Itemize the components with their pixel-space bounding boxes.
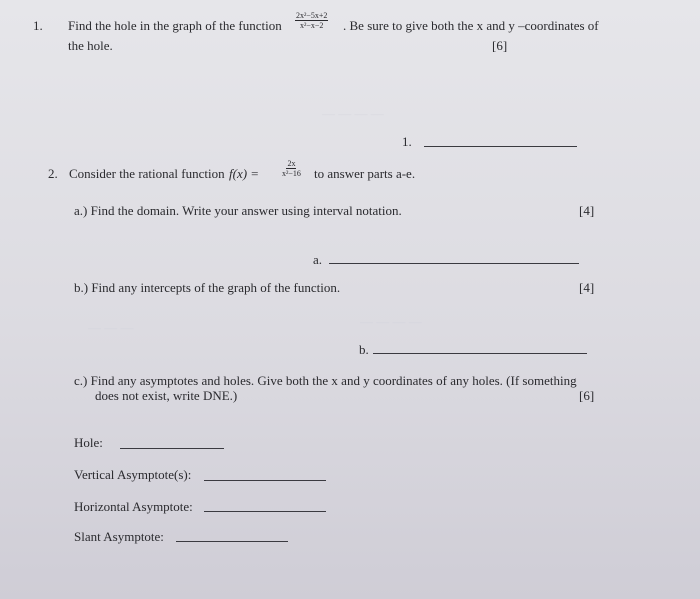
q2b-prompt: b.) Find any intercepts of the graph of the function.	[74, 280, 341, 295]
q2c-points: [6]	[579, 388, 595, 403]
q1-line2: the hole.	[68, 38, 113, 53]
q2-number: 2.	[48, 166, 58, 181]
q1-fraction-denominator: x²−x−2	[300, 21, 324, 30]
q2-prefix: Consider the rational function	[69, 166, 225, 181]
faded-bleed-through: — — — —	[360, 314, 422, 329]
q2-fraction-denominator: x²−16	[282, 169, 301, 178]
q1-answer-blank[interactable]	[424, 146, 577, 147]
q1-fraction	[295, 11, 328, 30]
q1-fraction-numerator: 2x²−5x+2	[296, 11, 328, 20]
q1-answer-label: 1.	[402, 134, 412, 149]
q2a-answer-blank[interactable]	[329, 263, 579, 264]
vertical-asymptote-answer-blank[interactable]	[204, 480, 326, 481]
q2c-prompt-line2: does not exist, write DNE.)	[95, 388, 238, 403]
q2-function-name: f(x) =	[229, 166, 260, 181]
q2-fraction	[281, 159, 302, 178]
slant-asymptote-label: Slant Asymptote:	[74, 529, 164, 544]
q2a-prompt: a.) Find the domain. Write your answer using interval notation.	[74, 203, 402, 218]
q1-number: 1.	[33, 18, 43, 33]
q2c-prompt-line1: c.) Find any asymptotes and holes. Give both the x and y coordinates of any holes. (If something	[74, 373, 577, 388]
q1-points: [6]	[492, 38, 508, 53]
faded-bleed-through: — — —	[88, 320, 134, 335]
horizontal-asymptote-label: Horizontal Asymptote:	[74, 499, 193, 514]
q2-fraction-numerator: 2x	[287, 159, 296, 168]
q2b-points: [4]	[579, 280, 595, 295]
vertical-asymptote-label: Vertical Asymptote(s):	[74, 467, 192, 482]
q2b-answer-blank[interactable]	[373, 353, 587, 354]
hole-answer-blank[interactable]	[120, 448, 224, 449]
q1-prefix: Find the hole in the graph of the function	[68, 18, 282, 33]
q2b-answer-label: b.	[359, 342, 369, 357]
q2-suffix: to answer parts a-e.	[314, 166, 416, 181]
q2a-answer-label: a.	[313, 252, 323, 267]
slant-asymptote-answer-blank[interactable]	[176, 541, 288, 542]
q1-suffix: . Be sure to give both the x and y –coordinates of	[343, 18, 599, 33]
horizontal-asymptote-answer-blank[interactable]	[204, 511, 326, 512]
faded-bleed-through: — — — — — — — — — — — — — — — —	[96, 574, 353, 589]
faded-bleed-through: — — — —	[322, 106, 384, 121]
q2a-points: [4]	[579, 203, 595, 218]
hole-label: Hole:	[74, 435, 103, 450]
